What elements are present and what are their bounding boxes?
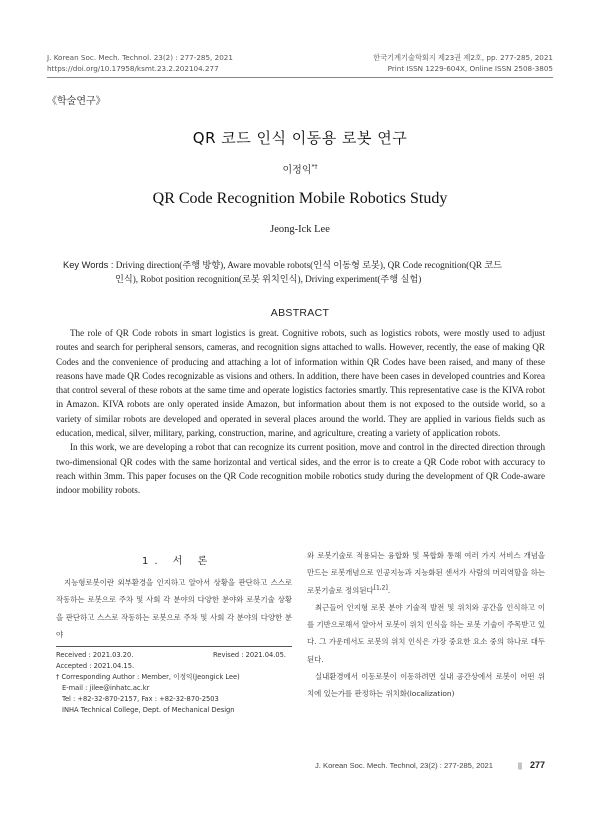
- page-number: 277: [530, 760, 546, 770]
- keywords-line-1: [63, 258, 543, 272]
- header-rule: [47, 77, 553, 78]
- keywords-line-2: 인식), Robot position recognition(로봇 위치인식), Driving experiment(주행 실험): [115, 274, 422, 284]
- footnote-rule: [56, 646, 292, 647]
- abstract-paragraph-1: The role of QR Code robots in smart logistics is great. Cognitive robots, such as logistics robots, were mostly used to adjust routes and search for peripheral sensors, cameras, and recognition signs attached to walls. However, recently, the ease of making QR Codes and the convenience of producing and attaching a lot of information within QR Codes have been raised, and many of these reasons have made QR Codes recognizable as visions and others. In addition, there have been cases in developed countries and Korea that control several of these robots at the same time and operate logistics factories smartly. This representative case is the KIVA robot in Amazon. KIVA robots are only operated inside Amazon, but information about them is not exposed to the outside world, so a variety of similar robots are developed and operated in several places around the world. They are applied in various fields such as education, medical, silver, military, parking, construction, marine, and agriculture, creating a variety of application robots.: [56, 328, 545, 439]
- intro-right-column: [307, 547, 545, 703]
- footnote-tel-fax: Tel : +82-32-870-2157, Fax : +82-32-870-2503: [62, 695, 219, 703]
- header-journal-citation: J. Korean Soc. Mech. Technol. 23(2) : 277-285, 2021: [47, 53, 233, 62]
- header-issn: Print ISSN 1229-604X, Online ISSN 2508-3805: [387, 64, 553, 73]
- footnote-received: Received : 2021.03.20.: [56, 651, 134, 659]
- intro-paragraph-2: [307, 547, 545, 599]
- keywords-label: Key Words :: [63, 260, 114, 270]
- citation-ref-1-2[interactable]: [1,2]: [373, 584, 388, 592]
- title-english: QR Code Recognition Mobile Robotics Study: [152, 190, 448, 207]
- footer-journal-citation: J. Korean Soc. Mech. Technol, 23(2) : 277-285, 2021: [315, 761, 493, 770]
- author-korean-name: 이정익: [282, 165, 312, 176]
- keywords-block: [63, 258, 543, 286]
- footnote-corresponding-author: † Corresponding Author : Member, 이정익(Jeongick Lee): [56, 673, 240, 681]
- footer-separator: ||: [518, 761, 522, 770]
- author-marks: *†: [311, 163, 318, 171]
- intro-paragraph-4: 실내환경에서 이동로봇이 이동하려면 실내 공간상에서 로봇이 어떤 위치에 있는가를 판정하는 위치화(localization): [307, 672, 545, 699]
- header-doi-link[interactable]: https://doi.org/10.17958/ksmt.23.2.202104.277: [47, 64, 219, 73]
- section-heading-introduction: 1. 서 론: [142, 556, 214, 567]
- abstract-heading: ABSTRACT: [270, 307, 330, 319]
- intro-paragraph-3: 최근들어 인지형 로봇 분야 기술적 발전 및 위치와 공간을 인식하고 이를 기반으로해서 알아서 로봇이 위치 인식을 하는 로봇 기술이 주목받고 있다. 그 가운데서도 로봇의 위치 인식은 가장 중요한 요소 중의 하나로 대두된다.: [307, 602, 545, 664]
- footnote-affiliation: INHA Technical College, Dept. of Mechanical Design: [62, 706, 235, 714]
- footnote-revised: Revised : 2021.04.05.: [213, 651, 287, 659]
- abstract-body: [56, 326, 545, 498]
- intro-paragraph-2-end: .: [387, 585, 391, 595]
- abstract-paragraph-2: In this work, we are developing a robot that can recognize its current position, move and control in the directed direction through two-dimensional QR codes with the same horizontal and vertical sides, and the error is to create a QR Code robot with accuracy to reach within 3mm. This paper focuses on the QR Code recognition mobile robotics study during the development of QR Code-aware indoor mobility robots.: [56, 442, 545, 496]
- intro-paragraph-1: 지능형로봇이란 외부환경을 인지하고 알아서 상황을 판단하고 스스로 작동하는 로봇으로 주차 및 사회 각 분야의 다양한 분야와 로봇기술 상황을 판단하고 스스로 작동하는 로봇으로 주차 및 사회 각 분야의 다양한 분야: [56, 578, 292, 639]
- title-korean: QR 코드 인식 이동용 로봇 연구: [192, 129, 408, 147]
- author-english: Jeong-Ick Lee: [270, 224, 330, 235]
- intro-left-column: [56, 574, 292, 643]
- keywords-text-1: Driving direction(주행 방향), Aware movable robots(인식 이동형 로봇), QR Code recognition(QR 코드: [115, 260, 503, 270]
- category-label: 《학술연구》: [47, 96, 106, 107]
- footnote-email[interactable]: E-mail : jilee@inhatc.ac.kr: [62, 684, 150, 692]
- footnote-accepted: Accepted : 2021.04.15.: [56, 662, 135, 670]
- author-korean: [0, 161, 600, 176]
- header-journal-korean: 한국기계기술학회지 제23권 제2호, pp. 277-285, 2021: [373, 53, 553, 62]
- intro-paragraph-2-text: 와 로봇기술로 적용되는 융합화 및 복합화 통해 여러 가지 서비스 개념을 만드는 로봇개념으로 인공지능과 지능화된 센서가 사람의 머리역할을 하는 로봇기술로 정의된다: [307, 551, 545, 595]
